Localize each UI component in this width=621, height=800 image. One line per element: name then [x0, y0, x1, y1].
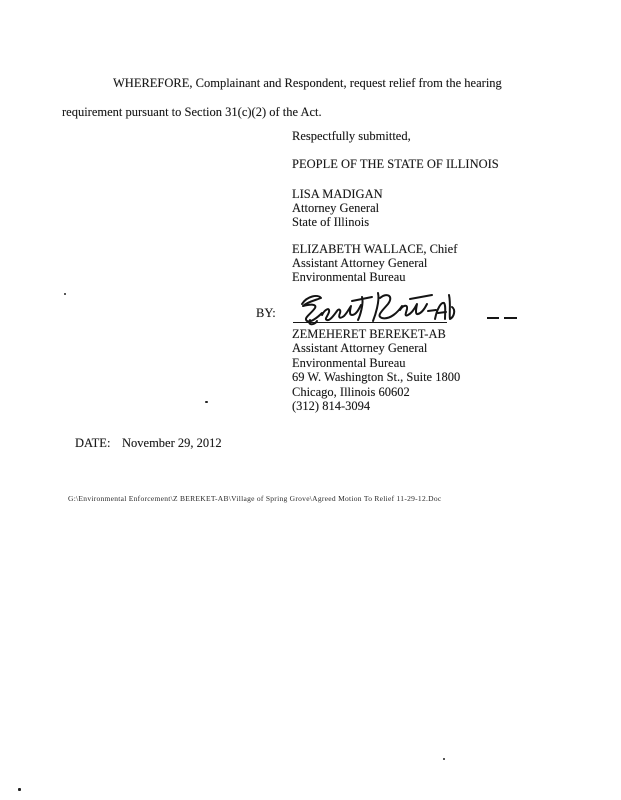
date-value: November 29, 2012: [122, 436, 222, 450]
stray-dash-mark: [487, 317, 499, 319]
wallace-bureau-line: Environmental Bureau: [292, 270, 406, 284]
wherefore-paragraph-line-2: requirement pursuant to Section 31(c)(2) of the Act.: [62, 105, 322, 119]
bereket-city-line: Chicago, Illinois 60602: [292, 385, 410, 399]
madigan-state-line: State of Illinois: [292, 215, 370, 229]
respectfully-submitted-line: Respectfully submitted,: [292, 129, 411, 143]
bereket-street-line: 69 W. Washington St., Suite 1800: [292, 370, 461, 384]
lisa-madigan-name: LISA MADIGAN: [292, 187, 383, 201]
stray-dash-mark: [504, 317, 517, 319]
bereket-name-line: ZEMEHERET BEREKET-AB: [292, 327, 446, 341]
scan-speck: [64, 293, 66, 295]
bereket-bureau-line: Environmental Bureau: [292, 356, 406, 370]
by-label: BY:: [256, 306, 276, 320]
wherefore-paragraph-line-1: WHEREFORE, Complainant and Respondent, request relief from the hearing: [113, 76, 502, 90]
people-of-state-line: PEOPLE OF THE STATE OF ILLINOIS: [292, 157, 499, 171]
wallace-title-line: Assistant Attorney General: [292, 256, 428, 270]
elizabeth-wallace-name: ELIZABETH WALLACE, Chief: [292, 242, 458, 256]
bereket-phone-line: (312) 814-3094: [292, 399, 371, 413]
madigan-title-line: Attorney General: [292, 201, 380, 215]
scan-speck: [205, 401, 208, 403]
document-file-path-footer: G:\Environmental Enforcement\Z BEREKET-AB\Village of Spring Grove\Agreed Motion To Relief 11-29-12.Doc: [68, 494, 442, 503]
handwritten-signature-zemeheret-bereket-ab: [294, 291, 456, 327]
date-label: DATE:: [75, 436, 111, 450]
bereket-title-line: Assistant Attorney General: [292, 341, 428, 355]
scan-speck: [18, 788, 21, 791]
scan-speck: [443, 758, 445, 760]
